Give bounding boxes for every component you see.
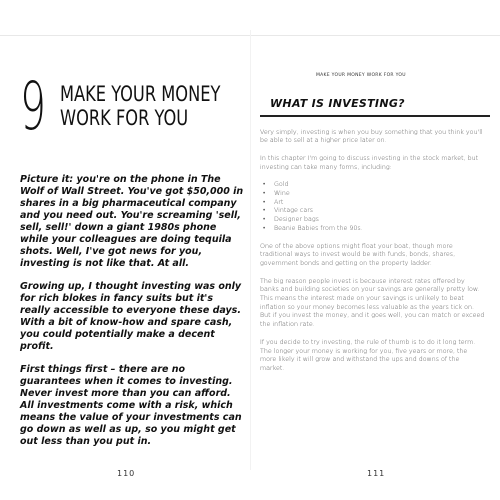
body-paragraph-1: Very simply, investing is when you buy something that you think you'll be able to sell at a higher price later on. xyxy=(260,128,483,145)
list-item: • Vintage cars xyxy=(260,207,485,216)
chapter-number: 9 xyxy=(20,68,45,145)
left-page xyxy=(20,68,245,459)
intro-paragraph-3: First things first – there are no guarantees when it comes to investing. Never invest more than you can afford. All investments come with a risk, which means the value of your investments can go down as well as up, so you might get out less than you put in. xyxy=(20,364,242,447)
intro-paragraph-1: Picture it: you're on the phone in The Wolf of Wall Street. You've got $50,000 in shares in a big pharmaceutical company and you need out. You're screaming 'sell, sell, sell!' down a giant 1980s phone while your colleagues are doing tequila shots. Well, I've got news for you, investing is not like that. At all. xyxy=(20,174,244,269)
chapter-title xyxy=(60,82,220,130)
investment-types-list xyxy=(260,181,485,233)
list-item: • Art xyxy=(260,199,485,208)
body-paragraph-2: In this chapter I'm going to discuss investing in the stock market, but investing can take many forms, including: xyxy=(260,154,479,171)
body-paragraph-4: The big reason people invest is because interest rates offered by banks and building societies on your savings are generally pretty low. This means the interest made on your savings is unlikely to beat inflation so your money becomes less valuable as the years tick on. But if you invest the money, and it goes well, you can match or exceed the inflation rate. xyxy=(260,277,485,329)
list-item: • Beanie Babies from the 90s. xyxy=(260,225,485,234)
section-title: WHAT IS INVESTING? xyxy=(270,97,405,110)
running-head: MAKE YOUR MONEY WORK FOR YOU xyxy=(316,73,406,78)
right-page xyxy=(260,97,485,383)
chapter-heading xyxy=(20,68,245,145)
right-page-number: 111 xyxy=(367,469,386,478)
list-item: • Designer bags xyxy=(260,216,485,225)
intro-paragraph-2: Growing up, I thought investing was only for rich blokes in fancy suits but it's really accessible to everyone these days. With a bit of know-how and spare cash, you could potentially make a decent profit. xyxy=(20,281,242,352)
list-item: • Wine xyxy=(260,190,485,199)
chapter-title-line-2: WORK FOR YOU xyxy=(60,106,189,130)
book-gutter xyxy=(250,30,251,470)
chapter-intro xyxy=(20,174,245,448)
body-paragraph-3: One of the above options might float your boat, though more traditional ways to invest would be with funds, bonds, shares, government bonds and getting on the property ladder. xyxy=(260,242,456,267)
body-paragraph-5: If you decide to try investing, the rule of thumb is to do it long term. The longer your money is working for you, five years or more, the more likely it will grow and withstand the ups and downs of the market. xyxy=(260,338,476,372)
left-page-number: 110 xyxy=(117,469,136,478)
section-title-rule xyxy=(260,115,490,117)
section-body xyxy=(260,129,485,374)
chapter-title-line-1: MAKE YOUR MONEY xyxy=(60,82,221,106)
list-item: • Gold xyxy=(260,181,485,190)
